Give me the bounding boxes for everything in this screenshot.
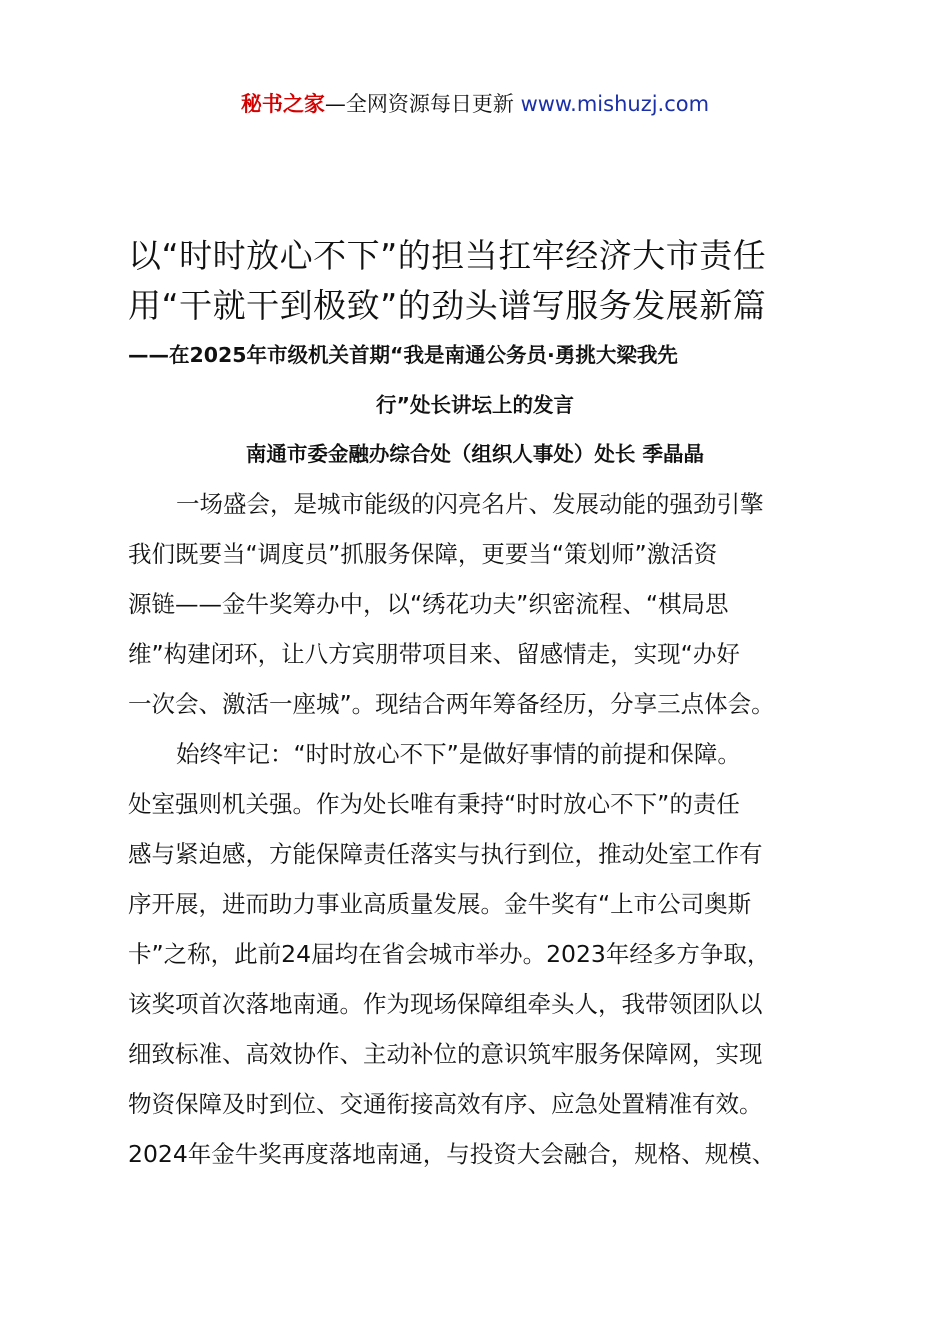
author-line: 南通市委金融办综合处（组织人事处）处长 季晶晶: [245, 442, 705, 466]
body-line: 2024年金牛奖再度落地南通，与投资大会融合，规格、规模、: [128, 1140, 776, 1168]
subtitle-line-1: ——在2025年市级机关首期“我是南通公务员·勇挑大梁我先: [128, 343, 678, 367]
site-name: 秘书之家: [240, 92, 325, 116]
body-line: 感与紧迫感，方能保障责任落实与执行到位，推动处室工作有: [128, 840, 763, 868]
body-line: 始终牢记：“时时放心不下”是做好事情的前提和保障。: [176, 740, 741, 768]
body-line: 处室强则机关强。作为处长唯有秉持“时时放心不下”的责任: [128, 790, 740, 818]
body-line: 细致标准、高效协作、主动补位的意识筑牢服务保障网，实现: [128, 1040, 763, 1068]
body-line: 维”构建闭环，让八方宾朋带项目来、留感情走，实现“办好: [128, 640, 740, 668]
page-header: [0, 88, 950, 120]
title-line-2: 用“干就干到极致”的劲头谱写服务发展新篇: [128, 286, 767, 325]
subtitle-line-2: 行”处长讲坛上的发言: [376, 393, 574, 417]
site-url-link[interactable]: www.mishuzj.com: [520, 92, 710, 116]
site-tagline: —全网资源每日更新: [324, 92, 514, 116]
body-line: 物资保障及时到位、交通衔接高效有序、应急处置精准有效。: [128, 1090, 763, 1118]
title-line-1: 以“时时放心不下”的担当扛牢经济大市责任: [128, 236, 767, 275]
body-line: 一场盛会，是城市能级的闪亮名片、发展动能的强劲引擎: [176, 490, 764, 518]
body-line: 一次会、激活一座城”。现结合两年筹备经历，分享三点体会。: [128, 690, 775, 718]
body-line: 我们既要当“调度员”抓服务保障，更要当“策划师”激活资: [128, 540, 718, 568]
body-line: 源链——金牛奖筹办中，以“绣花功夫”织密流程、“棋局思: [128, 590, 729, 618]
body-line: 该奖项首次落地南通。作为现场保障组牵头人，我带领团队以: [128, 990, 763, 1018]
body-line: 卡”之称，此前24届均在省会城市举办。2023年经多方争取，: [128, 940, 771, 968]
body-line: 序开展，进而助力事业高质量发展。金牛奖有“上市公司奥斯: [128, 890, 752, 918]
